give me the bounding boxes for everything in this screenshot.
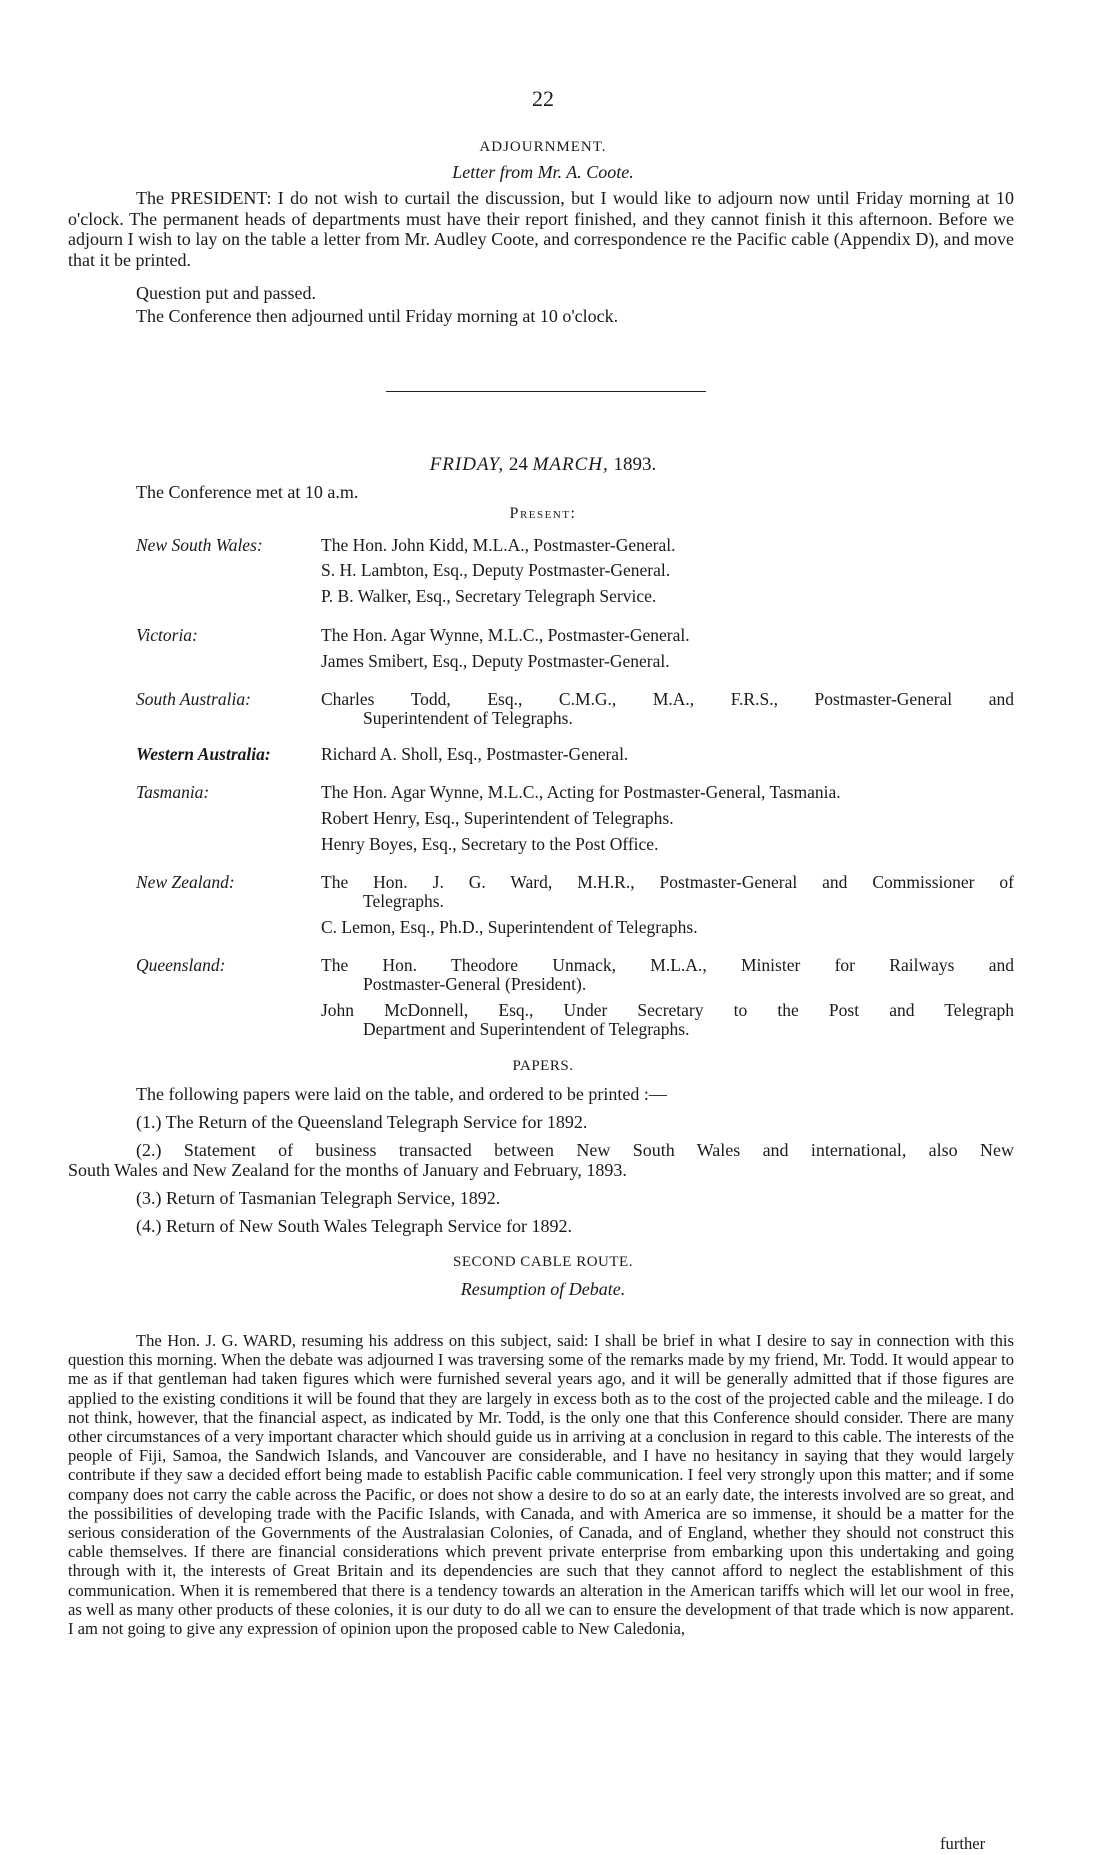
catchword: further [940, 1834, 986, 1853]
adjournment-heading: ADJOURNMENT. [479, 139, 607, 155]
member-line: The Hon. J. G. Ward, M.H.R., Postmaster-General and Commissioner of [321, 872, 1014, 892]
cable-subheading: Resumption of Debate. [460, 1279, 626, 1299]
member-line: James Smibert, Esq., Deputy Postmaster-General. [321, 651, 670, 671]
paper-item-cont: South Wales and New Zealand for the months of January and February, 1893. [68, 1160, 627, 1180]
colony-victoria: Victoria: [136, 625, 198, 645]
member-line-cont: Postmaster-General (President). [363, 974, 587, 994]
date-year: 1893. [613, 454, 657, 475]
colony-western-australia: Western Australia: [136, 744, 271, 764]
paper-item: (3.) Return of Tasmanian Telegraph Service, 1892. [136, 1188, 501, 1208]
member-line-cont: Department and Superintendent of Telegraphs. [363, 1019, 690, 1039]
present-heading: Present: [509, 505, 577, 522]
question-put: Question put and passed. [136, 283, 316, 303]
colony-tasmania: Tasmania: [136, 782, 210, 802]
member-line: John McDonnell, Esq., Under Secretary to the Post and Telegraph [321, 1000, 1014, 1020]
colony-south-australia: South Australia: [136, 689, 251, 709]
conference-met: The Conference met at 10 a.m. [136, 482, 359, 502]
member-line-cont: Telegraphs. [363, 891, 444, 911]
cable-heading: SECOND CABLE ROUTE. [453, 1254, 633, 1270]
member-line: Robert Henry, Esq., Superintendent of Telegraphs. [321, 808, 674, 828]
colony-queensland: Queensland: [136, 955, 226, 975]
member-line: Charles Todd, Esq., C.M.G., M.A., F.R.S., Postmaster-General and [321, 689, 1014, 709]
member-line-cont: Superintendent of Telegraphs. [363, 708, 573, 728]
section-divider [386, 391, 706, 392]
date-day: 24 [508, 454, 528, 475]
date-month: MARCH, [532, 454, 609, 475]
member-line: The Hon. John Kidd, M.L.A., Postmaster-General. [321, 535, 676, 555]
member-line: The Hon. Agar Wynne, M.L.C., Postmaster-General. [321, 625, 690, 645]
papers-heading: PAPERS. [512, 1058, 574, 1074]
member-line: The Hon. Agar Wynne, M.L.C., Acting for Postmaster-General, Tasmania. [321, 782, 841, 802]
date-weekday: FRIDAY, [429, 454, 505, 475]
member-line: Richard A. Sholl, Esq., Postmaster-General. [321, 744, 629, 764]
member-line: C. Lemon, Esq., Ph.D., Superintendent of Telegraphs. [321, 917, 698, 937]
session-date [0, 454, 1086, 476]
page-number: 22 [532, 86, 554, 111]
member-line: S. H. Lambton, Esq., Deputy Postmaster-General. [321, 560, 671, 580]
colony-new-zealand: New Zealand: [136, 872, 235, 892]
member-line: Henry Boyes, Esq., Secretary to the Post Office. [321, 834, 659, 854]
paper-item: (4.) Return of New South Wales Telegraph Service for 1892. [136, 1216, 573, 1236]
adjournment-subheading: Letter from Mr. A. Coote. [452, 162, 634, 182]
paper-item: (1.) The Return of the Queensland Telegraph Service for 1892. [136, 1112, 588, 1132]
member-line: The Hon. Theodore Unmack, M.L.A., Minister for Railways and [321, 955, 1014, 975]
papers-intro: The following papers were laid on the table, and ordered to be printed :— [136, 1084, 667, 1104]
paper-item: (2.) Statement of business transacted between New South Wales and international, also New [136, 1140, 1014, 1160]
adjourned-line: The Conference then adjourned until Friday morning at 10 o'clock. [136, 306, 619, 326]
member-line: P. B. Walker, Esq., Secretary Telegraph Service. [321, 586, 657, 606]
adjournment-paragraph: The PRESIDENT: I do not wish to curtail the discussion, but I would like to adjourn now until Friday morning at 10 o'clock. The permanent heads of departments must have their report finished, and they cannot finish it this afternoon. Before we adjourn I wish to lay on the table a letter from Mr. Audley Coote, and correspondence re the Pacific cable (Appendix D), and move that it be printed. [68, 188, 1014, 270]
colony-nsw: New South Wales: [136, 535, 263, 555]
debate-paragraph: The Hon. J. G. WARD, resuming his address on this subject, said: I shall be brief in what I desire to say in connection with this question this morning. When the debate was adjourned I was traversing some of the remarks made by my friend, Mr. Todd. It would appear to me as if that gentleman had taken figures which were furnished several years ago, and it will be generally admitted that if those figures are applied to the existing conditions it will be found that they are largely in excess both as to the cost of the projected cable and the mileage. I do not think, however, that the financial aspect, as indicated by Mr. Todd, is the only one that this Conference should consider. There are many other circumstances of a very important character which should guide us in arriving at a conclusion in regard to this cable. The interests of the people of Fiji, Samoa, the Sandwich Islands, and Vancouver are considerable, and I have no hesitancy in saying that they would largely contribute if they saw a decided effort being made to establish Pacific cable communication. I feel very strongly upon this matter; and if some company does not carry the cable across the Pacific, or does not show a desire to do so at an early date, the interests involved are so great, and the possibilities of developing trade with the Pacific Islands, with Canada, and with America are so immense, it should be a matter for the serious consideration of the Governments of the Australasian Colonies, of Canada, and of England, whether they should not construct this cable themselves. If there are financial considerations which prevent private enterprise from embarking upon this undertaking and going through with it, the interests of Great Britain and its dependencies are such that they cannot afford to neglect the establishment of this communication. When it is remembered that there is a tendency towards an alteration in the American tariffs which will let our wool in free, as well as many other products of these colonies, it is our duty to do all we can to ensure the development of that trade which is now apparent. I am not going to give any expression of opinion upon the proposed cable to New Caledonia, [68, 1331, 1014, 1639]
